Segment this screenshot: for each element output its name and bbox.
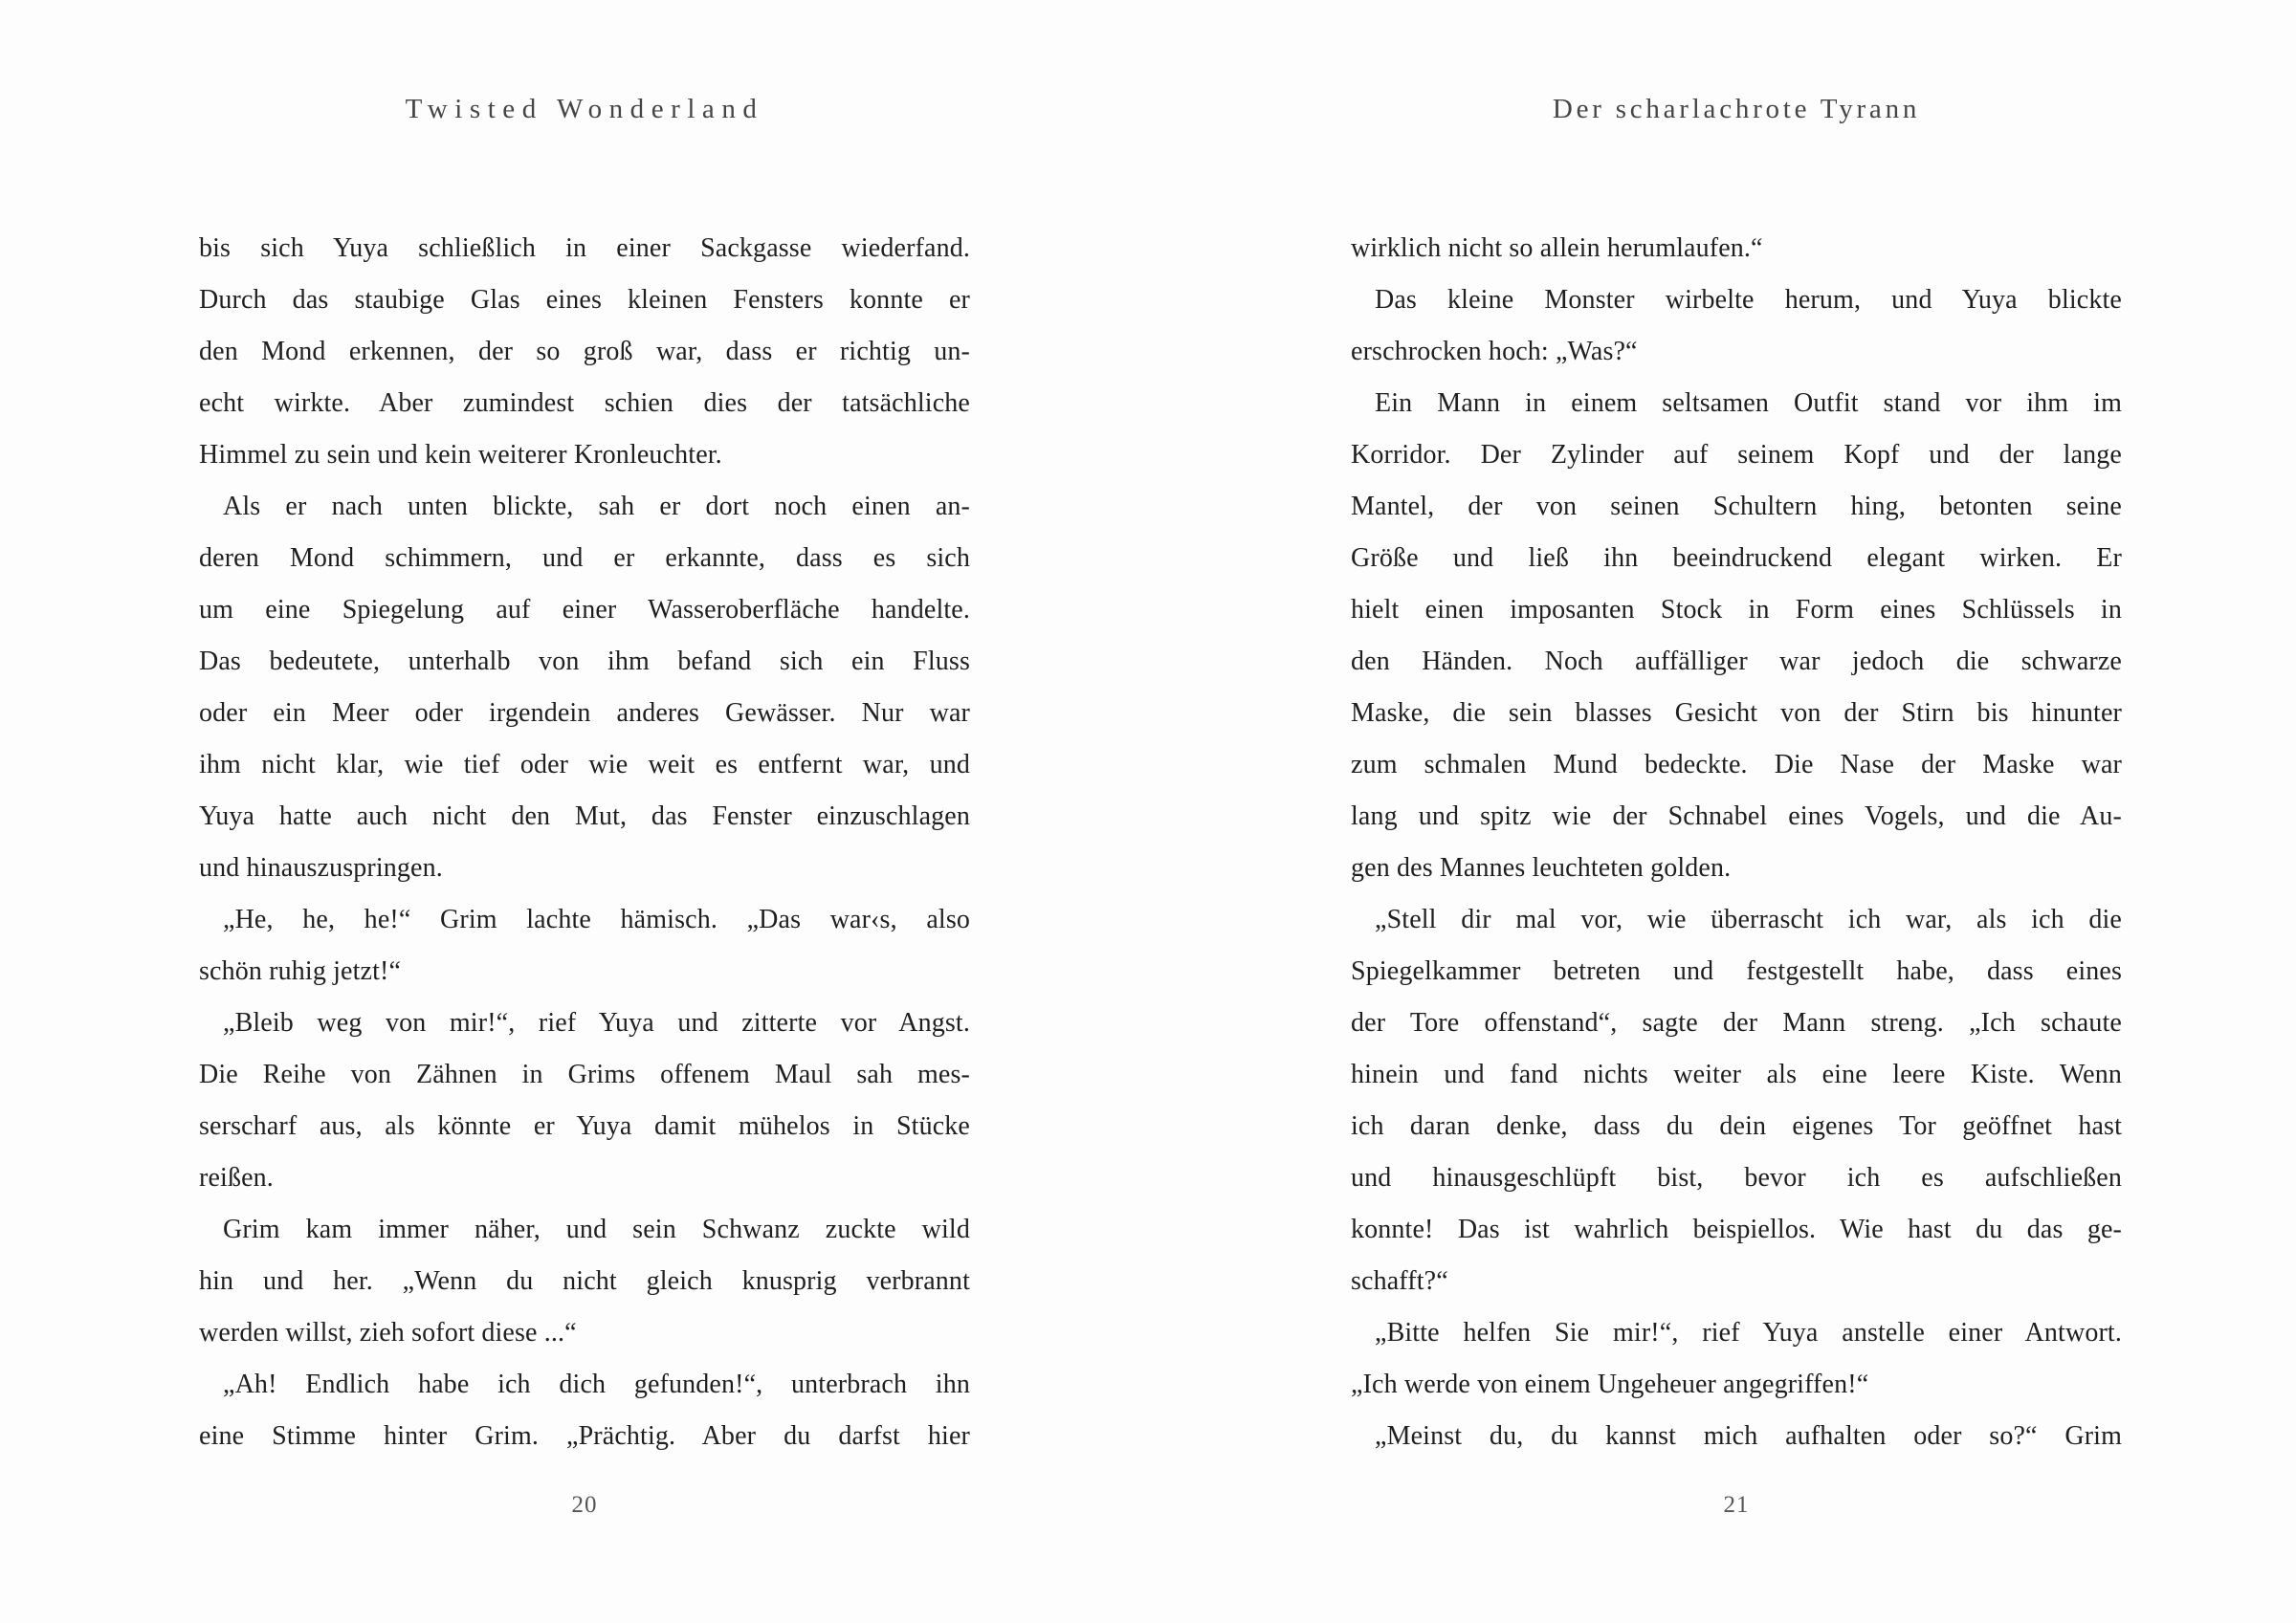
text-line: deren Mond schimmern, und er erkannte, dass es sich [199, 543, 970, 573]
text-line: Durch das staubige Glas eines kleinen Fensters konnte er [199, 285, 970, 315]
text-line: echt wirkte. Aber zumindest schien dies der tatsächliche [199, 388, 970, 418]
text-line: ich daran denke, dass du dein eigenes Tor geöffnet hast [1351, 1111, 2122, 1141]
text-line: Yuya hatte auch nicht den Mut, das Fenster einzuschlagen [199, 801, 970, 831]
text-line: Als er nach unten blickte, sah er dort noch einen an- [223, 492, 970, 521]
text-line: ihm nicht klar, wie tief oder wie weit es entfernt war, und [199, 750, 970, 779]
text-line: Das kleine Monster wirbelte herum, und Yuya blickte [1375, 285, 2122, 315]
text-line: der Tore offenstand“, sagte der Mann streng. „Ich schaute [1351, 1008, 2122, 1038]
text-line: Ein Mann in einem seltsamen Outfit stand vor ihm im [1375, 388, 2122, 418]
page-right [1351, 0, 2122, 1623]
page-number-right: 21 [1723, 1492, 1750, 1518]
text-line: schön ruhig jetzt!“ [199, 956, 402, 986]
text-line: Korridor. Der Zylinder auf seinem Kopf und der lange [1351, 440, 2122, 470]
page-body-left [199, 223, 970, 1462]
text-line: Spiegelkammer betreten und festgestellt habe, dass eines [1351, 956, 2122, 986]
text-line: bis sich Yuya schließlich in einer Sackgasse wiederfand. [199, 233, 970, 263]
text-line: serscharf aus, als könnte er Yuya damit mühelos in Stücke [199, 1111, 970, 1141]
text-line: und hinausgeschlüpft bist, bevor ich es aufschließen [1351, 1163, 2122, 1193]
text-line: „Meinst du, du kannst mich aufhalten oder so?“ Grim [1375, 1421, 2122, 1451]
text-line: Die Reihe von Zähnen in Grims offenem Maul sah mes- [199, 1060, 970, 1089]
text-line: schafft?“ [1351, 1266, 1448, 1296]
text-line: gen des Mannes leuchteten golden. [1351, 853, 1732, 883]
text-line: „Bitte helfen Sie mir!“, rief Yuya anstelle einer Antwort. [1375, 1318, 2122, 1348]
text-line: den Händen. Noch auffälliger war jedoch die schwarze [1351, 647, 2122, 676]
text-line: „He, he, he!“ Grim lachte hämisch. „Das war‹s, also [223, 905, 970, 934]
page-left [199, 0, 970, 1623]
text-line: hielt einen imposanten Stock in Form eines Schlüssels in [1351, 595, 2122, 625]
text-line: lang und spitz wie der Schnabel eines Vogels, und die Au- [1351, 801, 2122, 831]
text-line: konnte! Das ist wahrlich beispiellos. Wie hast du das ge- [1351, 1215, 2122, 1244]
page-number-left: 20 [571, 1492, 598, 1518]
text-line: Größe und ließ ihn beeindruckend elegant wirken. Er [1351, 543, 2122, 573]
text-line: werden willst, zieh sofort diese ...“ [199, 1318, 577, 1348]
text-line: um eine Spiegelung auf einer Wasseroberfläche handelte. [199, 595, 970, 625]
page-body-right [1351, 223, 2122, 1462]
text-line: oder ein Meer oder irgendein anderes Gewässer. Nur war [199, 698, 970, 728]
text-line: hin und her. „Wenn du nicht gleich knusprig verbrannt [199, 1266, 970, 1296]
text-line: Maske, die sein blasses Gesicht von der Stirn bis hinunter [1351, 698, 2122, 728]
text-line: „Ich werde von einem Ungeheuer angegriffen!“ [1351, 1370, 1869, 1399]
text-line: Himmel zu sein und kein weiterer Kronleuchter. [199, 440, 722, 470]
text-line: eine Stimme hinter Grim. „Prächtig. Aber du darfst hier [199, 1421, 970, 1451]
text-line: „Ah! Endlich habe ich dich gefunden!“, unterbrach ihn [223, 1370, 970, 1399]
running-header-right: Der scharlachrote Tyrann [1552, 94, 1921, 124]
text-line: erschrocken hoch: „Was?“ [1351, 337, 1638, 366]
text-line: zum schmalen Mund bedeckte. Die Nase der Maske war [1351, 750, 2122, 779]
text-line: Grim kam immer näher, und sein Schwanz zuckte wild [223, 1215, 970, 1244]
text-line: Das bedeutete, unterhalb von ihm befand sich ein Fluss [199, 647, 970, 676]
text-line: wirklich nicht so allein herumlaufen.“ [1351, 233, 1763, 263]
running-header-left: Twisted Wonderland [405, 94, 764, 124]
text-line: reißen. [199, 1163, 274, 1193]
text-line: und hinauszuspringen. [199, 853, 443, 883]
text-line: hinein und fand nichts weiter als eine leere Kiste. Wenn [1351, 1060, 2122, 1089]
text-line: Mantel, der von seinen Schultern hing, betonten seine [1351, 492, 2122, 521]
text-line: „Bleib weg von mir!“, rief Yuya und zitterte vor Angst. [223, 1008, 970, 1038]
text-line: den Mond erkennen, der so groß war, dass er richtig un- [199, 337, 970, 366]
text-line: „Stell dir mal vor, wie überrascht ich war, als ich die [1375, 905, 2122, 934]
